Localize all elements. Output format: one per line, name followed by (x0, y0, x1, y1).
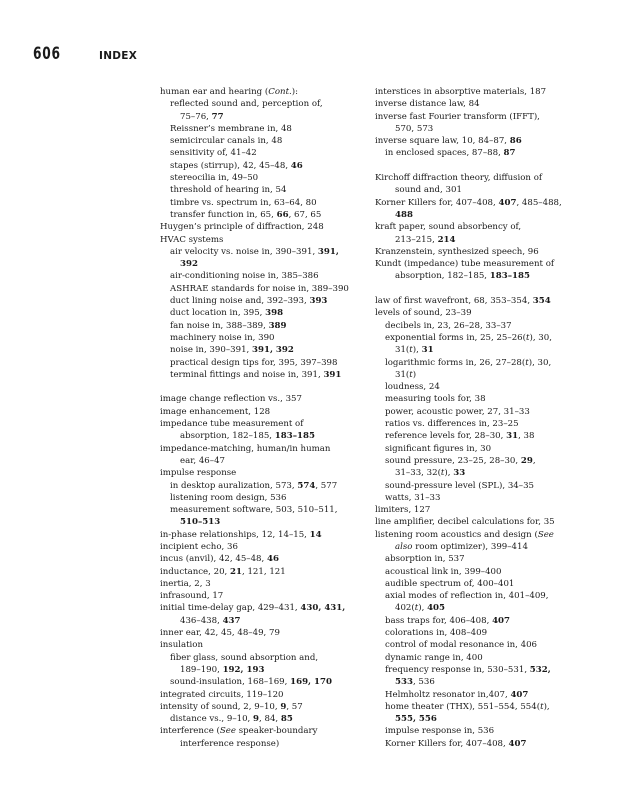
index-subentry (375, 627, 595, 639)
index-entry-text: threshold of hearing in, 54 (170, 185, 287, 196)
index-subentry (375, 443, 595, 455)
index-entry-text: 31( (395, 345, 410, 356)
index-subentry (375, 184, 595, 196)
index-subentry (375, 689, 595, 701)
index-section-gap (160, 381, 380, 393)
index-entry-text: ) (412, 369, 417, 380)
index-subentry (160, 160, 380, 172)
index-subentry (375, 676, 595, 688)
index-entry-text: acoustical link in, 399–400 (385, 566, 502, 577)
index-subentry (375, 406, 595, 418)
index-entry (375, 98, 595, 110)
index-entry (375, 258, 595, 270)
index-entry-text: 14 (309, 529, 322, 540)
index-subentry (375, 418, 595, 430)
index-entry (375, 516, 595, 528)
index-subentry (375, 701, 595, 713)
index-entry-text: ), (444, 468, 454, 479)
index-entry-text: 31 (506, 431, 519, 442)
index-entry-text: t (526, 332, 530, 343)
index-subentry (160, 147, 380, 159)
index-entry-text: inner ear, 42, 45, 48–49, 79 (160, 628, 280, 639)
index-subentry (160, 123, 380, 135)
index-entry (160, 725, 380, 737)
index-entry-text: , 121, 121 (241, 566, 286, 577)
index-entry-text: exponential forms in, 25, 25–26( (385, 332, 526, 343)
index-entry-text: measuring tools for, 38 (385, 394, 486, 405)
index-entry-text: 393 (309, 296, 328, 307)
index-entry (375, 295, 595, 307)
index-entry-text: 46 (266, 554, 279, 565)
index-entry (160, 689, 380, 701)
index-subentry (375, 381, 595, 393)
index-subentry (160, 357, 380, 369)
index-entry-text: 407 (492, 615, 511, 626)
index-entry-text: line amplifier, decibel calculations for, 35 (375, 517, 555, 528)
index-subentry (160, 307, 380, 319)
index-entry-text: 213–215, (395, 234, 438, 245)
index-entry (160, 406, 380, 418)
index-entry-text: 510–513 (180, 517, 221, 528)
index-entry-text: absorption in, 537 (385, 554, 465, 565)
index-subentry (375, 270, 595, 282)
index-subentry (160, 320, 380, 332)
index-subentry (375, 492, 595, 504)
index-entry-text: 407 (510, 689, 529, 700)
index-subentry (375, 209, 595, 221)
index-entry-text: impulse response (160, 468, 237, 479)
index-subentry (375, 652, 595, 664)
index-entry-text: 75–76, (180, 111, 212, 122)
index-subentry (375, 553, 595, 565)
index-entry-text: 437 (222, 615, 241, 626)
page-header (33, 43, 137, 63)
index-entry-text: impulse response in, 536 (385, 726, 495, 737)
index-subentry (160, 295, 380, 307)
index-subentry (160, 369, 380, 381)
index-subentry (160, 98, 380, 110)
index-entry (160, 529, 380, 541)
index-entry-text: 391, (317, 246, 339, 257)
index-entry-text: 488 (395, 209, 413, 220)
index-entry-text: inductance, 20, (160, 566, 231, 577)
index-entry-text: machinery noise in, 390 (170, 332, 275, 343)
index-column-left (160, 86, 380, 750)
index-entry-text: terminal fittings and noise in, 391, (170, 369, 324, 380)
index-entry-text: image enhancement, 128 (160, 406, 271, 417)
index-entry-text: kraft paper, sound absorbency of, (375, 222, 522, 233)
index-subentry (160, 504, 380, 516)
index-entry-text: ear, 46–47 (180, 455, 226, 466)
index-entry-text: duct lining noise and, 392–393, (170, 296, 310, 307)
index-subentry (375, 480, 595, 492)
index-entry (375, 172, 595, 184)
index-entry-text: speaker-boundary (235, 726, 318, 737)
index-entry-text: watts, 31–33 (385, 492, 441, 503)
index-entry (375, 529, 595, 541)
index-entry-text: 398 (265, 308, 284, 319)
index-subentry (375, 332, 595, 344)
index-subentry (160, 184, 380, 196)
index-entry-text: 407 (498, 197, 517, 208)
index-entry-text: stapes (stirrup), 42, 45–48, (170, 160, 291, 171)
index-entry (160, 443, 380, 455)
index-entry (375, 111, 595, 123)
index-entry-text: 407 (508, 738, 527, 749)
index-entry-text: listening room acoustics and design ( (375, 529, 538, 540)
index-entry-text: 391 (323, 369, 342, 380)
index-entry (160, 221, 380, 233)
index-entry-text: 9 (280, 701, 287, 712)
index-entry-text: See (537, 529, 554, 540)
index-entry-text: 533 (395, 677, 413, 688)
index-subentry (375, 467, 595, 479)
index-subentry (375, 430, 595, 442)
index-entry-text: sound-insulation, 168–169, (170, 677, 291, 688)
index-entry-text: duct location in, 395, (170, 308, 266, 319)
index-entry-text: ), (543, 701, 550, 712)
index-entry-text: , 485–488, (516, 197, 562, 208)
index-entry (160, 566, 380, 578)
index-entry-text: interference ( (160, 726, 220, 737)
index-subentry (375, 738, 595, 750)
index-subentry (160, 516, 380, 528)
index-entry-text: decibels in, 23, 26–28, 33–37 (385, 320, 512, 331)
index-entry-text: also (395, 541, 413, 552)
index-entry-text: in desktop auralization, 573, (170, 480, 298, 491)
index-entry-text: Kranzenstein, synthesized speech, 96 (375, 246, 539, 257)
index-entry-text: t (409, 345, 413, 356)
index-entry-text: incus (anvil), 42, 45–48, (160, 554, 267, 565)
page-number: 606 (33, 44, 61, 64)
index-entry-text: 31–33, 32( (395, 468, 441, 479)
index-entry-text: 21 (230, 566, 242, 577)
index-entry (160, 234, 380, 246)
index-entry-text: Kundt (impedance) tube measurement of (375, 259, 555, 270)
index-subentry (375, 615, 595, 627)
index-entry-text: Korner Killers for, 407–408, (385, 738, 509, 749)
index-entry-text: 33 (453, 468, 466, 479)
index-subentry (160, 332, 380, 344)
index-entry-text: 29 (520, 455, 533, 466)
index-entry-text: 532, (529, 664, 551, 675)
index-subentry (375, 725, 595, 737)
index-entry-text: 574 (297, 480, 316, 491)
index-entry (375, 221, 595, 233)
index-entry (160, 418, 380, 430)
index-entry-text: axial modes of reflection in, 401–409, (385, 591, 549, 602)
index-entry-text: t (540, 701, 544, 712)
index-entry-text: sensitivity of, 41–42 (170, 148, 257, 159)
index-section-gap (375, 283, 595, 295)
index-entry-text: law of first wavefront, 68, 353–354, (375, 296, 533, 307)
index-subentry (160, 652, 380, 664)
index-entry-text: ), (418, 603, 428, 614)
index-subentry (160, 135, 380, 147)
index-subentry (375, 320, 595, 332)
index-entry-text: Huygen’s principle of diffraction, 248 (160, 222, 324, 233)
index-entry (375, 135, 595, 147)
index-entry-text: impedance-matching, human/in human (160, 443, 331, 454)
index-entry-text: 31( (395, 369, 410, 380)
index-entry-text: sound pressure, 23–25, 28–30, (385, 455, 521, 466)
section-title: INDEX (99, 50, 138, 62)
index-entry-text: Helmholtz resonator in,407, (385, 689, 511, 700)
index-entry-text: 436–438, (180, 615, 223, 626)
index-entry-text: significant figures in, 30 (385, 443, 492, 454)
index-entry-text: interference response) (180, 738, 280, 749)
index-entry-text: 189–190, (180, 664, 223, 675)
index-subentry (160, 258, 380, 270)
index-entry-text: ), (412, 345, 422, 356)
index-entry-text: interstices in absorptive materials, 187 (375, 87, 547, 97)
index-subentry (160, 270, 380, 282)
index-entry-text: ), 30, (528, 357, 552, 368)
index-entry-text: t (525, 357, 529, 368)
index-section-gap (375, 160, 595, 172)
index-entry-text: 391, 392 (252, 345, 294, 356)
index-subentry (375, 713, 595, 725)
index-entry (160, 590, 380, 602)
index-entry (375, 197, 595, 209)
index-entry-text: sound-pressure level (SPL), 34–35 (385, 480, 535, 491)
index-entry-text: 87 (503, 148, 516, 159)
index-entry-text: noise in, 390–391, (170, 345, 252, 356)
index-subentry (160, 492, 380, 504)
index-entry-text: incipient echo, 36 (160, 541, 238, 552)
index-entry-text: air-conditioning noise in, 385–386 (170, 271, 319, 282)
index-subentry (375, 541, 595, 553)
index-entry-text: ): (291, 87, 299, 97)
index-subentry (375, 344, 595, 356)
index-subentry (160, 738, 380, 750)
index-entry-text: See (219, 726, 236, 737)
index-entry-text: human ear and hearing ( (160, 87, 269, 97)
index-entry-text: logarithmic forms in, 26, 27–28( (385, 357, 526, 368)
index-entry-text: inertia, 2, 3 (160, 578, 211, 589)
index-entry (375, 307, 595, 319)
index-entry-text: 86 (509, 136, 522, 147)
index-entry-text: sound and, 301 (395, 185, 462, 196)
index-entry-text: , 536 (412, 677, 435, 688)
index-entry-text: t (409, 369, 413, 380)
index-entry-text: insulation (160, 640, 204, 651)
index-subentry (160, 480, 380, 492)
index-entry-text: 405 (427, 603, 446, 614)
index-entry (160, 701, 380, 713)
index-entry-text: 555, 556 (395, 714, 437, 725)
index-entry-text: 9 (253, 714, 260, 725)
index-subentry (160, 615, 380, 627)
index-entry-text: fan noise in, 388–389, (170, 320, 269, 331)
index-subentry (160, 455, 380, 467)
index-entry-text: reflected sound and, perception of, (170, 99, 323, 110)
index-entry-text: distance vs., 9–10, (170, 714, 254, 725)
index-entry-text: integrated circuits, 119–120 (160, 689, 284, 700)
index-subentry (160, 430, 380, 442)
index-entry-text: air velocity vs. noise in, 390–391, (170, 246, 318, 257)
index-entry-text: ), 30, (529, 332, 552, 343)
index-entry-text: home theater (THX), 551–554, 554( (385, 701, 541, 712)
index-subentry (375, 147, 595, 159)
index-subentry (375, 602, 595, 614)
index-entry-text: 31 (421, 345, 434, 356)
index-entry (375, 504, 595, 516)
index-subentry (160, 209, 380, 221)
index-entry-text: initial time-delay gap, 429–431, (160, 603, 301, 614)
index-entry-text: fiber glass, sound absorption and, (170, 652, 319, 663)
index-subentry (375, 578, 595, 590)
index-entry (160, 602, 380, 614)
index-entry-text: 85 (280, 714, 293, 725)
index-entry-text: impedance tube measurement of (160, 419, 304, 430)
index-entry-text: , 38 (518, 431, 535, 442)
index-subentry (160, 283, 380, 295)
index-entry-text: frequency response in, 530–531, (385, 664, 530, 675)
index-entry-text: 392 (180, 259, 198, 270)
index-entry-text: inverse distance law, 84 (375, 99, 480, 110)
index-entry-text: inverse fast Fourier transform (IFFT), (375, 111, 540, 122)
index-entry (160, 467, 380, 479)
index-subentry (160, 676, 380, 688)
index-entry (375, 86, 595, 98)
index-entry-text: intensity of sound, 2, 9–10, (160, 701, 281, 712)
index-entry-text: 46 (290, 160, 303, 171)
index-entry-text: , 57 (286, 701, 303, 712)
index-entry-text: , 84, (259, 714, 281, 725)
index-entry-text: 183–185 (489, 271, 530, 282)
index-entry-text: in-phase relationships, 12, 14–15, (160, 529, 310, 540)
index-entry-text: t (440, 468, 445, 479)
index-column-right (375, 86, 595, 750)
index-entry-text: absorption, 182–185, (395, 271, 490, 282)
index-subentry (375, 393, 595, 405)
index-subentry (375, 590, 595, 602)
index-entry (160, 541, 380, 553)
index-entry-text: , 577 (315, 480, 338, 491)
index-entry-text: dynamic range in, 400 (385, 652, 483, 663)
index-entry-text: listening room design, 536 (170, 492, 287, 503)
index-subentry (160, 713, 380, 725)
index-entry (375, 246, 595, 258)
index-entry-text: limiters, 127 (375, 505, 431, 516)
index-entry-text: HVAC systems (160, 234, 224, 245)
index-entry-text: Kirchoff diffraction theory, diffusion of (375, 173, 543, 184)
index-subentry (375, 234, 595, 246)
index-entry-text: reference levels for, 28–30, (385, 431, 507, 442)
index-entry-text: 66 (276, 209, 289, 220)
index-entry-text: practical design tips for, 395, 397–398 (170, 357, 338, 368)
index-entry-text: t (414, 603, 419, 614)
index-entry-text: ASHRAE standards for noise in, 389–390 (170, 283, 349, 294)
index-entry-text: levels of sound, 23–39 (375, 308, 472, 319)
index-entry-text: semicircular canals in, 48 (170, 136, 283, 147)
index-subentry (375, 639, 595, 651)
index-subentry (375, 123, 595, 135)
index-entry-text: 402( (395, 603, 415, 614)
index-entry-text: image change reflection vs., 357 (160, 394, 302, 405)
index-entry-text: Reissner’s membrane in, 48 (170, 123, 292, 134)
index-entry-text: 354 (532, 296, 551, 307)
index-entry (160, 639, 380, 651)
index-entry-text: control of modal resonance in, 406 (385, 640, 538, 651)
index-entry-text: transfer function in, 65, (170, 209, 277, 220)
index-entry-text: Cont. (268, 87, 292, 97)
index-subentry (375, 369, 595, 381)
index-subentry (160, 172, 380, 184)
index-entry-text: measurement software, 503, 510–511, (170, 505, 338, 516)
index-subentry (375, 566, 595, 578)
index-entry-text: colorations in, 408–409 (385, 628, 488, 639)
index-entry-text: timbre vs. spectrum in, 63–64, 80 (170, 197, 317, 208)
index-entry-text: bass traps for, 406–408, (385, 615, 493, 626)
index-entry-text: ratios vs. differences in, 23–25 (385, 419, 519, 430)
index-entry (160, 553, 380, 565)
index-entry-text: 214 (437, 234, 456, 245)
index-entry-text: , 67, 65 (288, 209, 322, 220)
index-entry-text: , (532, 455, 536, 466)
index-entry-text: room optimizer), 399–414 (412, 541, 528, 552)
index-subentry (160, 111, 380, 123)
index-entry-text: inverse square law, 10, 84–87, (375, 136, 510, 147)
index-subentry (160, 197, 380, 209)
index-subentry (160, 664, 380, 676)
index-entry-text: 77 (211, 111, 224, 122)
index-subentry (375, 357, 595, 369)
index-entry-text: 430, 431, (300, 603, 346, 614)
index-entry-text: stereocilia in, 49–50 (170, 173, 259, 184)
index-subentry (375, 664, 595, 676)
index-entry-text: infrasound, 17 (160, 591, 224, 602)
index-subentry (375, 455, 595, 467)
index-subentry (160, 344, 380, 356)
index-entry-text: 192, 193 (222, 664, 265, 675)
index-entry-text: 570, 573 (395, 123, 434, 134)
index-entry (160, 86, 380, 98)
index-entry-text: 183–185 (274, 431, 315, 442)
index-entry-text: power, acoustic power, 27, 31–33 (385, 406, 530, 417)
index-entry-text: absorption, 182–185, (180, 431, 275, 442)
index-entry (160, 578, 380, 590)
index-entry (160, 393, 380, 405)
index-entry-text: 389 (268, 320, 287, 331)
index-entry (160, 627, 380, 639)
index-entry-text: Korner Killers for, 407–408, (375, 197, 499, 208)
index-entry-text: loudness, 24 (385, 382, 440, 393)
index-entry-text: in enclosed spaces, 87–88, (385, 148, 504, 159)
index-subentry (160, 246, 380, 258)
index-entry-text: 169, 170 (290, 677, 332, 688)
index-entry-text: audible spectrum of, 400–401 (385, 578, 515, 589)
